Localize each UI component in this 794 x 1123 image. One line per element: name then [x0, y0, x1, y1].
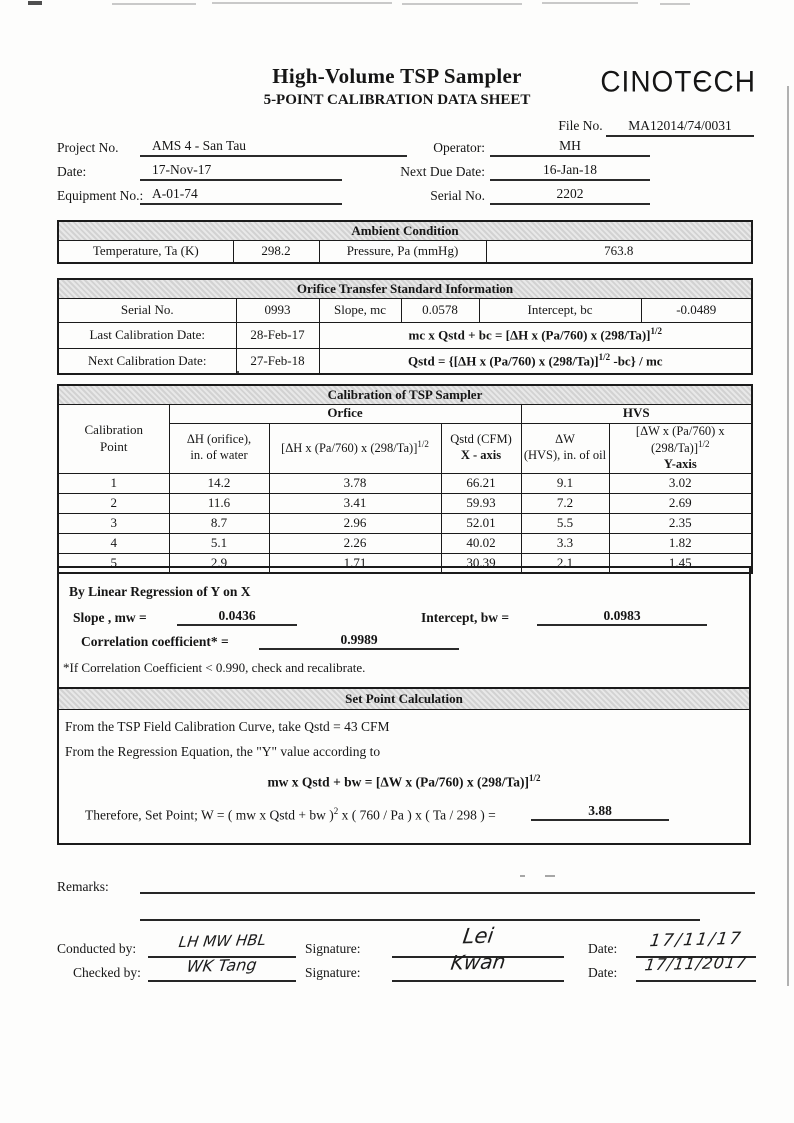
cinotech-logo: CINOTЄCH: [600, 65, 756, 98]
scan-edge-line: [787, 86, 789, 986]
orifice-standard-title: Orifice Transfer Standard Information: [58, 279, 752, 298]
date-field-1: 17/11/17: [636, 930, 756, 958]
temperature-label: Temperature, Ta (K): [58, 240, 233, 263]
date-label-1: Date:: [588, 941, 618, 956]
equipment-no-value: A-01-74: [140, 186, 342, 205]
conducted-by-field: LH MW HBL: [148, 932, 296, 958]
serial-no-label: Serial No.: [430, 188, 485, 203]
table-row: [58, 493, 752, 513]
scan-artifact: [212, 2, 392, 4]
next-cal-value: 27-Feb-18: [236, 348, 319, 374]
next-due-date-label: Next Due Date:: [400, 164, 485, 179]
set-point-line1: From the TSP Field Calibration Curve, take Qstd = 43 CFM: [65, 719, 390, 734]
set-point-box: [57, 687, 751, 845]
cell-qstd: 59.93: [441, 493, 521, 513]
date-value: 17-Nov-17: [140, 162, 342, 181]
last-cal-value: 28-Feb-17: [236, 322, 319, 348]
scan-artifact: [660, 3, 690, 5]
operator-label: Operator:: [433, 140, 485, 155]
regression-box: [57, 566, 751, 689]
col-dh-corrected: [ΔH x (Pa/760) x (298/Ta)]$^{1/2}$: [269, 423, 441, 473]
tsp-calibration-table: [57, 384, 753, 574]
signature-label-2: Signature:: [305, 965, 361, 980]
cell-qstd: 40.02: [441, 533, 521, 553]
operator-value: MH: [490, 138, 650, 157]
scan-artifact: [545, 875, 555, 877]
table-group-row: [58, 404, 752, 423]
date-label-2: Date:: [588, 965, 618, 980]
table-row: [58, 240, 752, 263]
table-header-row: [58, 385, 752, 404]
scan-artifact: [112, 3, 196, 5]
table-row: [58, 473, 752, 493]
ambient-condition-table: [57, 220, 753, 264]
cell-dw: 7.2: [521, 493, 609, 513]
remarks-label: Remarks:: [57, 879, 109, 894]
intercept-bw-value: 0.0983: [537, 608, 707, 626]
table-row: [58, 533, 752, 553]
conducted-by-label: Conducted by:: [57, 941, 137, 956]
remarks-line-1: [140, 892, 755, 894]
orifice-formula-2: Qstd = {[ΔH x (Pa/760) x (298/Ta)]$^{1/2}$ -bc} / mc: [319, 348, 752, 374]
table-row: [58, 298, 752, 322]
signature-field-1: Lei: [392, 924, 564, 958]
tsp-table-title: Calibration of TSP Sampler: [58, 385, 752, 404]
regression-heading: By Linear Regression of Y on X: [69, 584, 251, 599]
table-row: [58, 348, 752, 374]
col-calibration-point: Calibration Point: [58, 404, 169, 473]
pressure-label: Pressure, Pa (mmHg): [319, 240, 486, 263]
file-no-label: File No.: [558, 118, 603, 133]
group-orifice: Orfice: [169, 404, 521, 423]
cell-point: 5: [58, 553, 169, 573]
equipment-no-label: Equipment No.:: [57, 188, 144, 203]
cell-qstd: 66.21: [441, 473, 521, 493]
date-field-2: 17/11/2017: [636, 954, 756, 982]
intercept-bc-value: -0.0489: [641, 298, 752, 322]
scan-artifact: [542, 2, 638, 4]
slope-mw-label: Slope , mw =: [73, 610, 147, 625]
scan-artifact: [520, 875, 525, 877]
cell-dh-corr: 2.96: [269, 513, 441, 533]
orifice-formula-1: mc x Qstd + bc = [ΔH x (Pa/760) x (298/Ta)]$^{1/2}$: [319, 322, 752, 348]
cell-dw: 9.1: [521, 473, 609, 493]
signature-field-2: Kwan: [392, 950, 564, 982]
correlation-note: *If Correlation Coefficient < 0.990, check and recalibrate.: [63, 660, 366, 675]
col-dh-orifice: ΔH (orifice), in. of water: [169, 423, 269, 473]
orifice-standard-table: [57, 278, 753, 375]
set-point-line2: From the Regression Equation, the "Y" value according to: [65, 744, 381, 759]
last-cal-label: Last Calibration Date:: [58, 322, 236, 348]
correlation-label: Correlation coefficient* =: [81, 634, 229, 649]
cell-dw-corr: 2.69: [609, 493, 752, 513]
temperature-value: 298.2: [233, 240, 319, 263]
table-row: [58, 322, 752, 348]
std-serial-label: Serial No.: [58, 298, 236, 322]
project-no-value: AMS 4 - San Tau: [140, 138, 407, 157]
cell-dw: 3.3: [521, 533, 609, 553]
slope-mc-label: Slope, mc: [319, 298, 401, 322]
cell-qstd: 30.39: [441, 553, 521, 573]
file-no: [558, 118, 754, 137]
std-serial-value: 0993: [236, 298, 319, 322]
set-point-result: 3.88: [531, 803, 669, 821]
col-dw-hvs: ΔW (HVS), in. of oil: [521, 423, 609, 473]
cell-qstd: 52.01: [441, 513, 521, 533]
cell-dh: 5.1: [169, 533, 269, 553]
cell-dh: 2.9: [169, 553, 269, 573]
page-subtitle: 5-POINT CALIBRATION DATA SHEET: [263, 92, 531, 108]
ambient-title: Ambient Condition: [58, 221, 752, 240]
cell-point: 3: [58, 513, 169, 533]
cell-point: 1: [58, 473, 169, 493]
slope-mw-value: 0.0436: [177, 608, 297, 626]
cell-dw-corr: 1.82: [609, 533, 752, 553]
cell-dw: 5.5: [521, 513, 609, 533]
set-point-therefore: Therefore, Set Point; W = ( mw x Qstd + bw )$^2$ x ( 760 / Pa ) x ( Ta / 298 ) =: [85, 806, 496, 823]
intercept-bc-label: Intercept, bc: [479, 298, 641, 322]
col-qstd-x-axis: Qstd (CFM) X - axis: [441, 423, 521, 473]
cell-dh-corr: 3.41: [269, 493, 441, 513]
cell-point: 4: [58, 533, 169, 553]
cell-dh: 8.7: [169, 513, 269, 533]
file-no-value: MA12014/74/0031: [606, 118, 754, 137]
cell-dh-corr: 1.71: [269, 553, 441, 573]
date-label: Date:: [57, 164, 87, 179]
pressure-value: 763.8: [486, 240, 752, 263]
next-due-date-value: 16-Jan-18: [490, 162, 650, 181]
page-title: High-Volume TSP Sampler: [272, 64, 522, 88]
set-point-formula: mw x Qstd + bw = [ΔW x (Pa/760) x (298/Ta)]$^{1/2}$: [267, 773, 541, 790]
cell-dw-corr: 2.35: [609, 513, 752, 533]
cell-dw: 2.1: [521, 553, 609, 573]
signature-label-1: Signature:: [305, 941, 361, 956]
checked-by-field: WK Tang: [148, 956, 296, 982]
slope-mc-value: 0.0578: [401, 298, 479, 322]
set-point-title: Set Point Calculation: [59, 689, 749, 710]
scan-artifact: [402, 3, 522, 5]
scan-artifact: [28, 1, 42, 5]
table-header-row: [58, 221, 752, 240]
cell-point: 2: [58, 493, 169, 513]
cell-dw-corr: 1.45: [609, 553, 752, 573]
intercept-bw-label: Intercept, bw =: [421, 610, 510, 625]
cell-dw-corr: 3.02: [609, 473, 752, 493]
cell-dh: 14.2: [169, 473, 269, 493]
table-row: [58, 513, 752, 533]
correlation-value: 0.9989: [259, 632, 459, 650]
remarks-line-2: [140, 919, 700, 921]
serial-no-value: 2202: [490, 186, 650, 205]
cell-dh-corr: 2.26: [269, 533, 441, 553]
checked-by-label: Checked by:: [73, 965, 141, 980]
project-no-label: Project No.: [57, 140, 119, 155]
next-cal-label: Next Calibration Date:: [58, 348, 236, 374]
cell-dh-corr: 3.78: [269, 473, 441, 493]
group-hvs: HVS: [521, 404, 752, 423]
col-dw-y-axis: [ΔW x (Pa/760) x (298/Ta)]$^{1/2}$ Y-axis: [609, 423, 752, 473]
cell-dh: 11.6: [169, 493, 269, 513]
table-header-row: [58, 279, 752, 298]
